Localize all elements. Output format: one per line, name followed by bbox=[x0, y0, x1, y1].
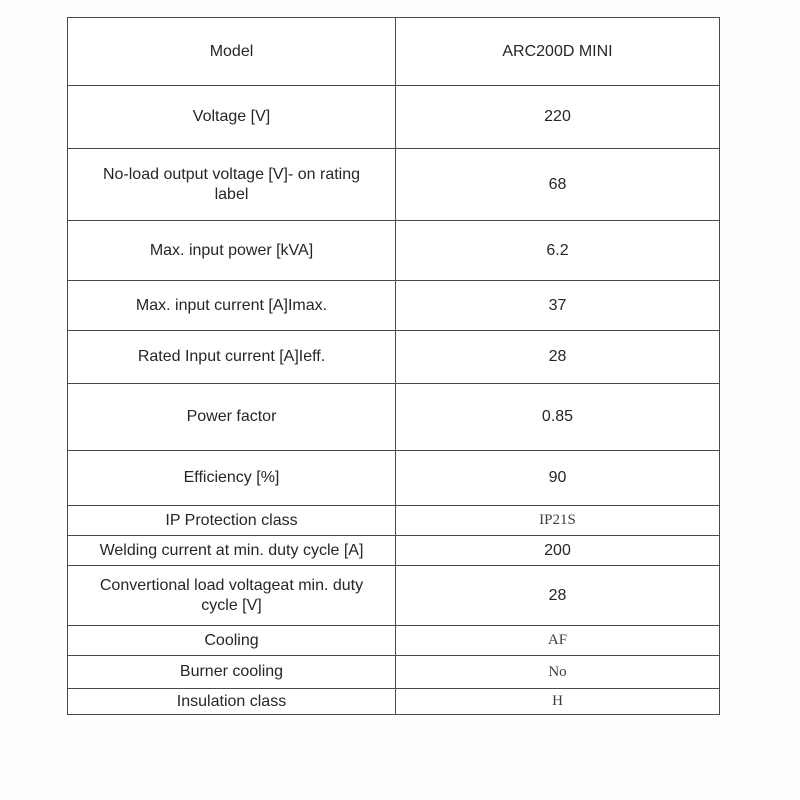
spec-value-cell: 68 bbox=[396, 149, 720, 221]
spec-label-cell: Max. input current [A]Imax. bbox=[68, 281, 396, 331]
table-row bbox=[68, 506, 720, 536]
table-row bbox=[68, 149, 720, 221]
table-row bbox=[68, 451, 720, 506]
spec-value-cell: ARC200D MINI bbox=[396, 18, 720, 86]
table-row bbox=[68, 536, 720, 566]
spec-label-cell: Rated Input current [A]Ieff. bbox=[68, 331, 396, 384]
spec-value-cell: 220 bbox=[396, 86, 720, 149]
spec-value-cell: 28 bbox=[396, 566, 720, 626]
table-row bbox=[68, 331, 720, 384]
spec-label-cell: Convertional load voltageat min. duty cycle [V] bbox=[68, 566, 396, 626]
spec-label-cell: Welding current at min. duty cycle [A] bbox=[68, 536, 396, 566]
table-row bbox=[68, 656, 720, 689]
spec-value-cell: H bbox=[396, 689, 720, 715]
spec-label-cell: Model bbox=[68, 18, 396, 86]
table-row bbox=[68, 18, 720, 86]
spec-label-cell: IP Protection class bbox=[68, 506, 396, 536]
spec-value-cell: 200 bbox=[396, 536, 720, 566]
table-row bbox=[68, 86, 720, 149]
table-row bbox=[68, 384, 720, 451]
table-row bbox=[68, 281, 720, 331]
spec-label-cell: Voltage [V] bbox=[68, 86, 396, 149]
spec-value-cell: 28 bbox=[396, 331, 720, 384]
spec-value-cell: AF bbox=[396, 626, 720, 656]
spec-value-cell: 0.85 bbox=[396, 384, 720, 451]
table-row bbox=[68, 566, 720, 626]
table-row bbox=[68, 221, 720, 281]
spec-label-cell: Efficiency [%] bbox=[68, 451, 396, 506]
spec-label-cell: Cooling bbox=[68, 626, 396, 656]
spec-value-cell: No bbox=[396, 656, 720, 689]
spec-table bbox=[67, 17, 720, 715]
spec-value-cell: IP21S bbox=[396, 506, 720, 536]
spec-label-cell: Power factor bbox=[68, 384, 396, 451]
spec-label-cell: Burner cooling bbox=[68, 656, 396, 689]
spec-label-cell: No-load output voltage [V]- on rating label bbox=[68, 149, 396, 221]
spec-value-cell: 90 bbox=[396, 451, 720, 506]
table-row bbox=[68, 689, 720, 715]
spec-label-cell: Insulation class bbox=[68, 689, 396, 715]
spec-value-cell: 6.2 bbox=[396, 221, 720, 281]
spec-value-cell: 37 bbox=[396, 281, 720, 331]
table-row bbox=[68, 626, 720, 656]
spec-label-cell: Max. input power [kVA] bbox=[68, 221, 396, 281]
